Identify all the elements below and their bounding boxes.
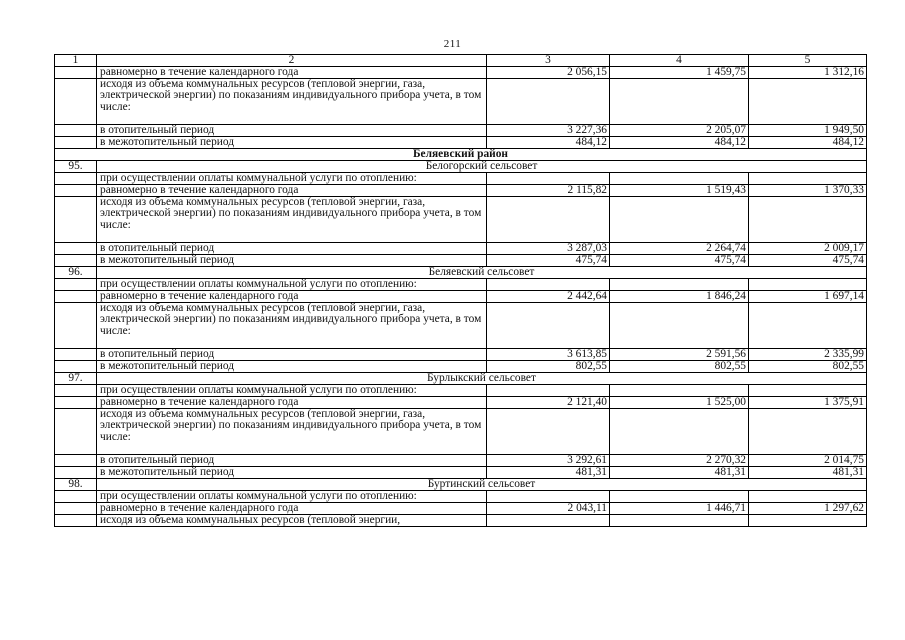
- table-row: [55, 185, 867, 197]
- value-col-3: 2 043,11: [487, 503, 610, 515]
- table-row: [55, 349, 867, 361]
- row-number: [55, 503, 97, 515]
- column-number-3: 3: [487, 55, 610, 67]
- value-col-3: 481,31: [487, 467, 610, 479]
- section-header-row: [55, 267, 867, 279]
- column-number-2: 2: [97, 55, 487, 67]
- table-row: [55, 125, 867, 137]
- row-description: исходя из объема коммунальных ресурсов (тепловой энергии, газа, электрической энергии) по показаниям индивидуального прибора учета, в том числе:: [97, 197, 487, 243]
- row-number: 98.: [55, 479, 97, 491]
- row-description: исходя из объема коммунальных ресурсов (тепловой энергии, газа, электрической энергии) по показаниям индивидуального прибора учета, в том числе:: [97, 303, 487, 349]
- value-col-4: 2 264,74: [610, 243, 749, 255]
- value-col-5: [749, 515, 867, 527]
- region-title: Беляевский район: [55, 149, 867, 161]
- row-description: равномерно в течение календарного года: [97, 291, 487, 303]
- value-col-5: [749, 303, 867, 349]
- note-row: [55, 279, 867, 291]
- note-row: [55, 385, 867, 397]
- section-title: Буртинский сельсовет: [97, 479, 867, 491]
- value-col-3: 3 227,36: [487, 125, 610, 137]
- value-col-5: 1 297,62: [749, 503, 867, 515]
- table-row: [55, 79, 867, 125]
- table-row: [55, 67, 867, 79]
- tariff-table: [54, 54, 867, 527]
- value-col-3: 2 056,15: [487, 67, 610, 79]
- value-col-3: 475,74: [487, 255, 610, 267]
- value-col-5: [749, 79, 867, 125]
- row-number: [55, 197, 97, 243]
- value-col-4: 1 446,71: [610, 503, 749, 515]
- row-number: [55, 455, 97, 467]
- value-col-5: 484,12: [749, 137, 867, 149]
- row-description: равномерно в течение календарного года: [97, 185, 487, 197]
- value-col-3: 802,55: [487, 361, 610, 373]
- table-row: [55, 303, 867, 349]
- value-col-5: 2 009,17: [749, 243, 867, 255]
- value-col-5: [749, 491, 867, 503]
- value-col-4: [610, 491, 749, 503]
- table-row: [55, 467, 867, 479]
- value-col-4: 2 205,07: [610, 125, 749, 137]
- value-col-5: 481,31: [749, 467, 867, 479]
- table-row: [55, 503, 867, 515]
- row-number: [55, 491, 97, 503]
- value-col-3: [487, 303, 610, 349]
- row-number: 97.: [55, 373, 97, 385]
- row-description: в межотопительный период: [97, 255, 487, 267]
- row-number: [55, 467, 97, 479]
- value-col-4: 1 519,43: [610, 185, 749, 197]
- table-row: [55, 515, 867, 527]
- row-description: исходя из объема коммунальных ресурсов (тепловой энергии, газа, электрической энергии) по показаниям индивидуального прибора учета, в том числе:: [97, 409, 487, 455]
- row-description: при осуществлении оплаты коммунальной услуги по отоплению:: [97, 385, 487, 397]
- value-col-4: 475,74: [610, 255, 749, 267]
- row-number: [55, 397, 97, 409]
- column-number-1: 1: [55, 55, 97, 67]
- row-number: 95.: [55, 161, 97, 173]
- row-description: равномерно в течение календарного года: [97, 397, 487, 409]
- section-title: Беляевский сельсовет: [97, 267, 867, 279]
- row-number: [55, 137, 97, 149]
- value-col-4: [610, 197, 749, 243]
- table-body: [55, 55, 867, 527]
- value-col-3: 2 121,40: [487, 397, 610, 409]
- value-col-4: [610, 279, 749, 291]
- value-col-5: [749, 409, 867, 455]
- row-number: [55, 173, 97, 185]
- value-col-4: [610, 303, 749, 349]
- value-col-4: 1 525,00: [610, 397, 749, 409]
- row-number: [55, 243, 97, 255]
- row-description: при осуществлении оплаты коммунальной услуги по отоплению:: [97, 173, 487, 185]
- value-col-3: 3 292,61: [487, 455, 610, 467]
- value-col-3: 2 115,82: [487, 185, 610, 197]
- region-header-row: [55, 149, 867, 161]
- page-number: 211: [443, 38, 462, 50]
- row-number: [55, 303, 97, 349]
- row-number: [55, 385, 97, 397]
- value-col-3: [487, 279, 610, 291]
- row-description: в межотопительный период: [97, 467, 487, 479]
- value-col-4: [610, 385, 749, 397]
- column-number-4: 4: [610, 55, 749, 67]
- row-number: [55, 409, 97, 455]
- table-row: [55, 455, 867, 467]
- value-col-3: 3 613,85: [487, 349, 610, 361]
- value-col-3: [487, 173, 610, 185]
- row-description: в отопительный период: [97, 349, 487, 361]
- value-col-4: 2 591,56: [610, 349, 749, 361]
- value-col-3: [487, 79, 610, 125]
- row-number: [55, 279, 97, 291]
- value-col-3: [487, 385, 610, 397]
- row-description: при осуществлении оплаты коммунальной услуги по отоплению:: [97, 491, 487, 503]
- column-number-row: [55, 55, 867, 67]
- value-col-5: 2 335,99: [749, 349, 867, 361]
- value-col-3: [487, 515, 610, 527]
- row-description: в отопительный период: [97, 243, 487, 255]
- value-col-3: 484,12: [487, 137, 610, 149]
- note-row: [55, 173, 867, 185]
- value-col-5: [749, 173, 867, 185]
- row-description: исходя из объема коммунальных ресурсов (тепловой энергии, газа, электрической энергии) по показаниям индивидуального прибора учета, в том числе:: [97, 79, 487, 125]
- table-row: [55, 255, 867, 267]
- row-number: [55, 67, 97, 79]
- value-col-4: 1 459,75: [610, 67, 749, 79]
- value-col-5: 2 014,75: [749, 455, 867, 467]
- table-row: [55, 197, 867, 243]
- value-col-3: [487, 491, 610, 503]
- row-number: [55, 185, 97, 197]
- table-row: [55, 409, 867, 455]
- value-col-4: 481,31: [610, 467, 749, 479]
- row-description: в отопительный период: [97, 455, 487, 467]
- table-row: [55, 137, 867, 149]
- table-row: [55, 291, 867, 303]
- row-number: [55, 515, 97, 527]
- row-description: равномерно в течение календарного года: [97, 503, 487, 515]
- value-col-4: 484,12: [610, 137, 749, 149]
- row-number: 96.: [55, 267, 97, 279]
- table-row: [55, 361, 867, 373]
- value-col-3: 2 442,64: [487, 291, 610, 303]
- value-col-5: [749, 385, 867, 397]
- section-header-row: [55, 161, 867, 173]
- row-description: в отопительный период: [97, 125, 487, 137]
- value-col-3: [487, 197, 610, 243]
- row-description: в межотопительный период: [97, 137, 487, 149]
- row-number: [55, 361, 97, 373]
- value-col-3: 3 287,03: [487, 243, 610, 255]
- row-description: равномерно в течение календарного года: [97, 67, 487, 79]
- value-col-5: 1 697,14: [749, 291, 867, 303]
- value-col-5: [749, 197, 867, 243]
- value-col-4: 1 846,24: [610, 291, 749, 303]
- value-col-4: [610, 79, 749, 125]
- note-row: [55, 491, 867, 503]
- value-col-5: 1 375,91: [749, 397, 867, 409]
- column-number-5: 5: [749, 55, 867, 67]
- table-row: [55, 243, 867, 255]
- value-col-4: [610, 173, 749, 185]
- table-row: [55, 397, 867, 409]
- section-header-row: [55, 373, 867, 385]
- value-col-5: [749, 279, 867, 291]
- value-col-3: [487, 409, 610, 455]
- value-col-5: 802,55: [749, 361, 867, 373]
- row-number: [55, 349, 97, 361]
- value-col-5: 1 949,50: [749, 125, 867, 137]
- row-number: [55, 291, 97, 303]
- value-col-5: 475,74: [749, 255, 867, 267]
- value-col-4: [610, 409, 749, 455]
- row-description: при осуществлении оплаты коммунальной услуги по отоплению:: [97, 279, 487, 291]
- row-description: в межотопительный период: [97, 361, 487, 373]
- value-col-4: [610, 515, 749, 527]
- row-description: исходя из объема коммунальных ресурсов (тепловой энергии,: [97, 515, 487, 527]
- section-title: Белогорский сельсовет: [97, 161, 867, 173]
- row-number: [55, 255, 97, 267]
- row-number: [55, 79, 97, 125]
- value-col-5: 1 370,33: [749, 185, 867, 197]
- value-col-4: 2 270,32: [610, 455, 749, 467]
- value-col-5: 1 312,16: [749, 67, 867, 79]
- section-title: Бурлыкский сельсовет: [97, 373, 867, 385]
- section-header-row: [55, 479, 867, 491]
- row-number: [55, 125, 97, 137]
- value-col-4: 802,55: [610, 361, 749, 373]
